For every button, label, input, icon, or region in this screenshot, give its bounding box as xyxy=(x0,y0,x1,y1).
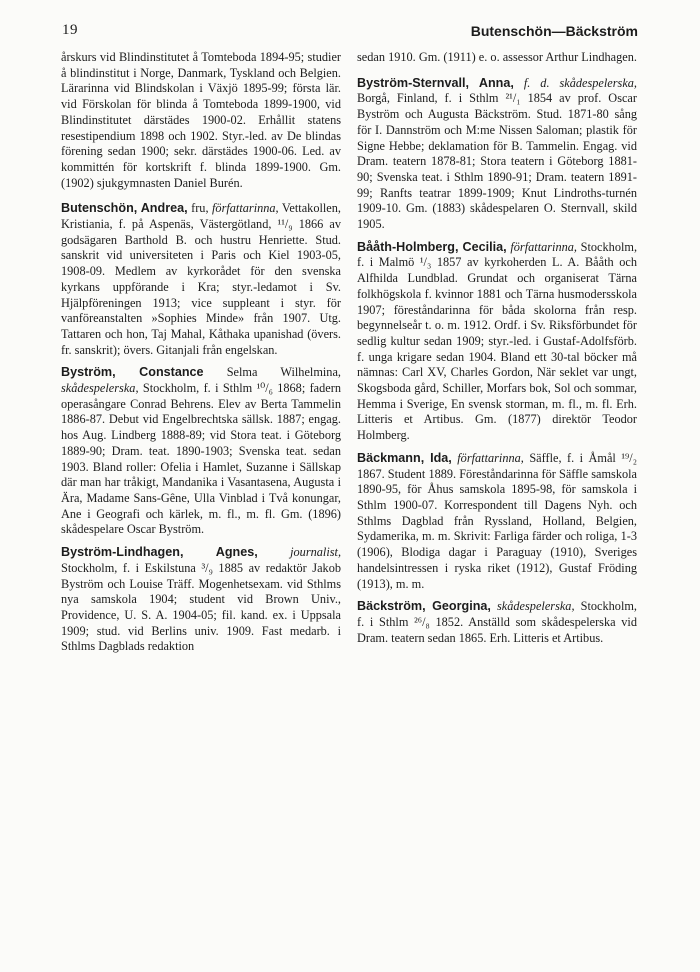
entry-name: Butenschön, Andrea, xyxy=(61,201,188,216)
entry-body: Säffle, f. i Åmål ¹⁹/₂ 1867. Student 1889. Föreståndarinna för Säffle samskola 1890-95, för Åhus samskola 1895-98, för samskola i Sthlm 1900-07. Korrespondent till Dagens Nyh. och Sthlms Dagblad från Ryssland, Holland, Belgien, Sydamerika, m. m. Skrivit: Farliga färder och roliga, 1-3 (1906), Blodiga dagar i Paraguay (1910), Sveriges handelsintressen i ryska riket (1912), Gustaf Fröding (1913), m. m. xyxy=(357,450,637,591)
entry-occupation: författarinna, xyxy=(457,450,524,465)
right-column xyxy=(357,50,637,653)
entry-bystrom-sternvall-anna xyxy=(357,76,637,233)
entry-prefix xyxy=(258,545,290,559)
entry-occupation: skådespelerska, xyxy=(497,599,575,614)
entry-body: årskurs vid Blindinstitutet å Tomteboda 1894-95; studier å blindinstitut i Norge, Danmark, Tyskland och Belgien. Lärarinna vid Blindskolan i Växjö 1895-99; första lär. vid Förskolan för blinda å Tomteboda 1899-1900, vid Blindinstitutet därstädes 1900-02. Erhållit statens resestipendium 1898 och 1902. Styr.-led. av De blindas förening sedan 1900; sekr. därstädes 1900-06. Led. av kommittén för kortskrift f. blinda 1899-1900. Gm. (1902) sjukgymnasten Daniel Burén. xyxy=(61,50,341,190)
entry-occupation: författarinna, xyxy=(212,201,279,216)
entry-name: Bäckström, Georgina, xyxy=(357,599,491,614)
entry-occupation: journalist, xyxy=(290,545,342,560)
entry-continuation xyxy=(61,50,341,191)
entry-backstrom-georgina xyxy=(357,599,637,646)
entry-body: Borgå, Finland, f. i Sthlm ²¹/₁ 1854 av prof. Oscar Byström och Augusta Bäckström. Stud. 1871-80 sång för I. Dannström och M:me Nissen Saloman; plastik för Signe Hebbe; deklamation för B. Tammelin. Engag. vid Dram. teatern 1878-81; Stora teatern i Göteborg 1881-90; Svenska teat. i Sthlm 1890-91; Dram. teatern 1891-99; Ranfts teatrar 1899-1909; Knut Lindroths-turnén 1909-10. Gm. (1883) skådespelaren O. Sternvall, skild 1905. xyxy=(357,91,637,232)
entry-prefix: fru, xyxy=(187,201,213,216)
entry-backmann-ida xyxy=(357,451,637,592)
entry-occupation: f. d. skådespelerska, xyxy=(523,75,638,90)
entry-butenschon-andrea xyxy=(61,201,341,358)
entry-name: Bäckmann, Ida, xyxy=(357,450,452,465)
entry-body: Stockholm, f. i Sthlm ²⁶/₈ 1852. Anställd som skådespelerska vid Dram. teatern sedan 1865. Erh. Litteris et Artibus. xyxy=(357,599,638,645)
entry-name: Byström-Sternvall, Anna, xyxy=(357,75,514,90)
entry-bystrom-constance xyxy=(61,365,341,538)
entry-baath-holmberg-cecilia xyxy=(357,240,637,444)
entry-name: Byström, Constance xyxy=(61,365,204,380)
entry-body: sedan 1910. Gm. (1911) e. o. assessor Arthur Lindhagen. xyxy=(357,50,637,64)
entry-body: Vettakollen, Kristiania, f. på Aspenäs, Västergötland, ¹¹/₉ 1866 av godsägaren Barthold B. och hustru Henriette. Stud. sanskrit vid universiteten i Paris och Kiel 1903-05, 1908-09. Medlem av kyrkorådet för den svenska kyrkans uppförande i Kra; styr.-ledamot i Sv. Hjälpföreningen 1913; vice suppleant i styr. för vanföreanstalten »Sophies Minde» från 1907. Utg. Tattaren och hon, Taj Mahal, Kåthaka upanishad (övers. fr. sanskrit); övers. Gitanjali från engelskan. xyxy=(61,201,341,357)
running-title: Butenschön—Bäckström xyxy=(470,23,638,39)
entry-body: Stockholm, f. i Eskilstuna ³/₉ 1885 av redaktör Jakob Byström och Louise Träff. Mogenhetsexam. vid Sthlms nya samskola 1904; student vid Brown Univ., Providence, U. S. A. 1904-05; fil. kand. ex. i Uppsala 1909; stud. vid Berlins univ. 1909. Fast medarb. i Sthlms Dagblads redaktion xyxy=(61,560,341,654)
entry-name: Bååth-Holmberg, Cecilia, xyxy=(357,239,507,254)
left-column xyxy=(61,50,341,662)
entry-bystrom-lindhagen-agnes xyxy=(61,545,341,655)
entry-body: Stockholm, f. i Sthlm ¹⁰/₆ 1868; fadern operasångare Conrad Behrens. Elev av Berta Tammelin 1886-87. Debut vid Engelbrechtska sällsk. 1887; engag. hos Aug. Lindberg 1888-89; vid Stora teat. i Göteborg 1889-90; Dram. teat. 1890-1903; Svenska teat. sedan 1903. Bland roller: Ofelia i Hamlet, Suzanne i Sällskap där man har tråkigt, Mandanika i Vasantasena, Augusta i Ära, Madame Sans-Gêne, Ulla Vinblad i Två konungar, Ane i Geografi och kärlek, m. fl., m. fl. Gm. (1896) skådespelare Oscar Byström. xyxy=(61,381,341,537)
entry-prefix: Selma Wilhelmina, xyxy=(203,365,341,380)
entry-occupation: skådespelerska, xyxy=(61,381,139,396)
entry-prefix xyxy=(514,76,524,90)
entry-occupation: författarinna, xyxy=(510,239,577,254)
entry-body: Stockholm, f. i Malmö ¹/₃ 1857 av kyrkoherden L. A. Bååth och Alfhilda Lundblad. Grundat och organiserat Tärna folkhögskola f. kvinnor 1881 och Tärna husmodersskola 1907; föreståndarinna för båda skolorna från resp. begynnelseår t. o. m. 1912. Ordf. i Sv. Riksförbundet för sedlig kultur sedan 1909; styr.-led. i Gustaf-Adolfsförb. f. unga krigare sedan 1904. Bland ett 30-tal böcker må nämnas: Carl XV, Charles Gordon, När seklet var ungt, Skogsboda gård, Schiller, Morfars bok, Sol och sommar, Hemma i Sverige, En svensk storman, m. fl., m. fl. Erh. Litteris et Artibus. Gm. (1877) direktör Teodor Holmberg. xyxy=(357,239,638,443)
page-number: 19 xyxy=(62,22,78,38)
entry-name: Byström-Lindhagen, Agnes, xyxy=(61,545,258,560)
entry-continuation xyxy=(357,50,637,66)
